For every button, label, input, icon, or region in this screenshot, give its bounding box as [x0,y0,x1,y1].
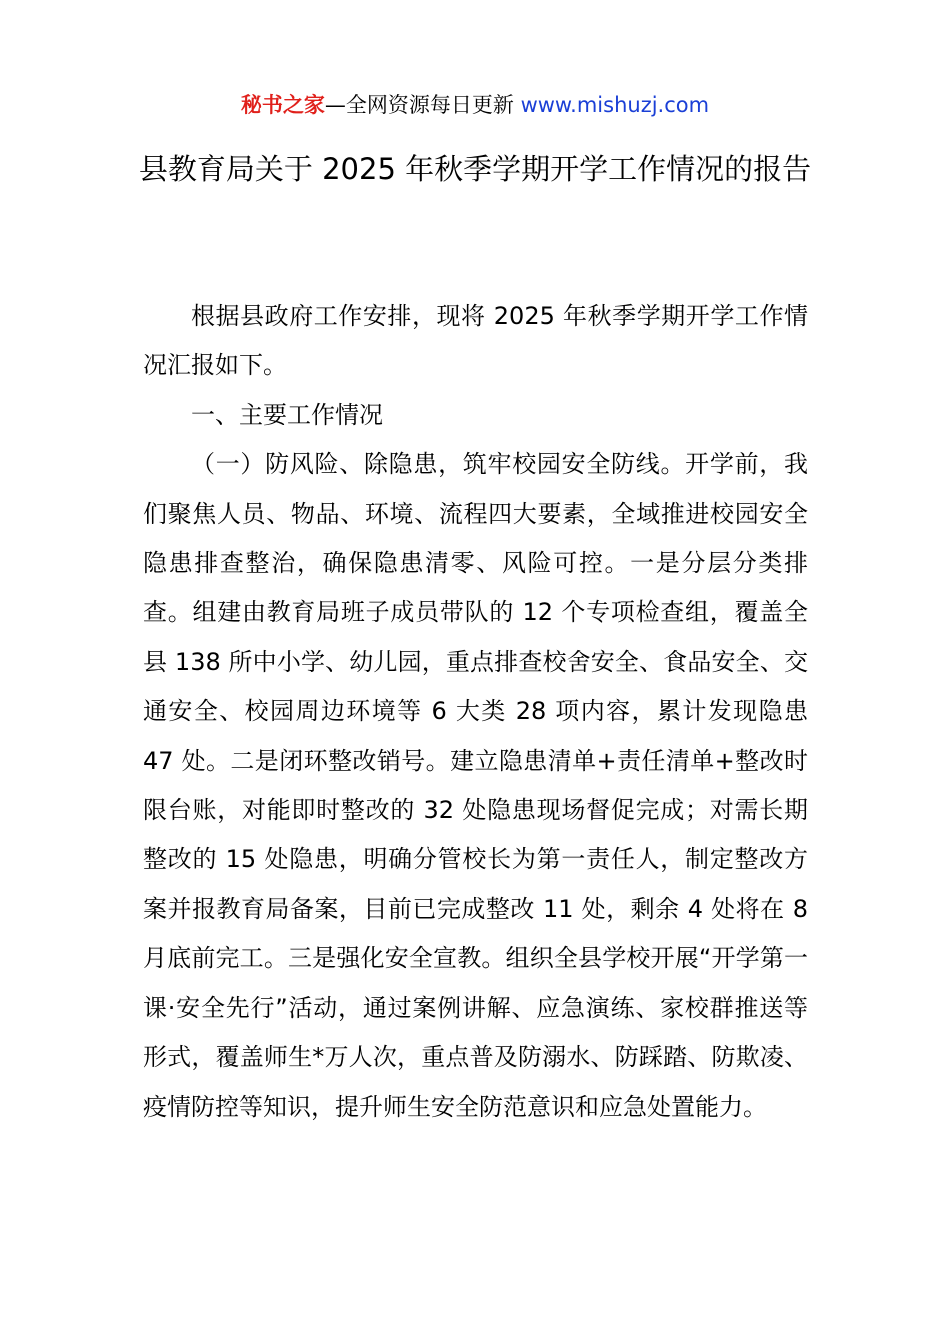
site-tagline: —全网资源每日更新 [324,93,521,117]
intro-paragraph: 根据县政府工作安排，现将 2025 年秋季学期开学工作情况汇报如下。 [143,302,808,380]
site-brand: 秘书之家 [240,93,325,117]
section-heading: 一、主要工作情况 [191,400,383,429]
body-paragraph: （一）防风险、除隐患，筑牢校园安全防线。开学前，我们聚焦人员、物品、环境、流程四大要素，全域推进校园安全隐患排查整治，确保隐患清零、风险可控。一是分层分类排查。组建由教育局班子成员带队的 12 个专项检查组，覆盖全县 138 所中小学、幼儿园，重点排查校舍安全、食品安全、交通安全、校园周边环境等 6 大类 28 项内容，累计发现隐患 47 处。二是闭环整改销号。建立隐患清单+责任清单+整改时限台账，对能即时整改的 32 处隐患现场督促完成；对需长期整改的 15 处隐患，明确分管校长为第一责任人，制定整改方案并报教育局备案，目前已完成整改 11 处，剩余 4 处将在 8 月底前完工。三是强化安全宣教。组织全县学校开展“开学第一课·安全先行”活动，通过案例讲解、应急演练、家校群推送等形式，覆盖师生*万人次，重点普及防溺水、防踩踏、防欺凌、疫情防控等知识，提升师生安全防范意识和应急处置能力。 [143,450,808,1121]
document-title: 县教育局关于 2025 年秋季学期开学工作情况的报告 [138,152,812,186]
site-header [0,88,950,122]
site-url-link[interactable]: www.mishuzj.com [520,93,710,117]
document-body [143,292,808,1132]
